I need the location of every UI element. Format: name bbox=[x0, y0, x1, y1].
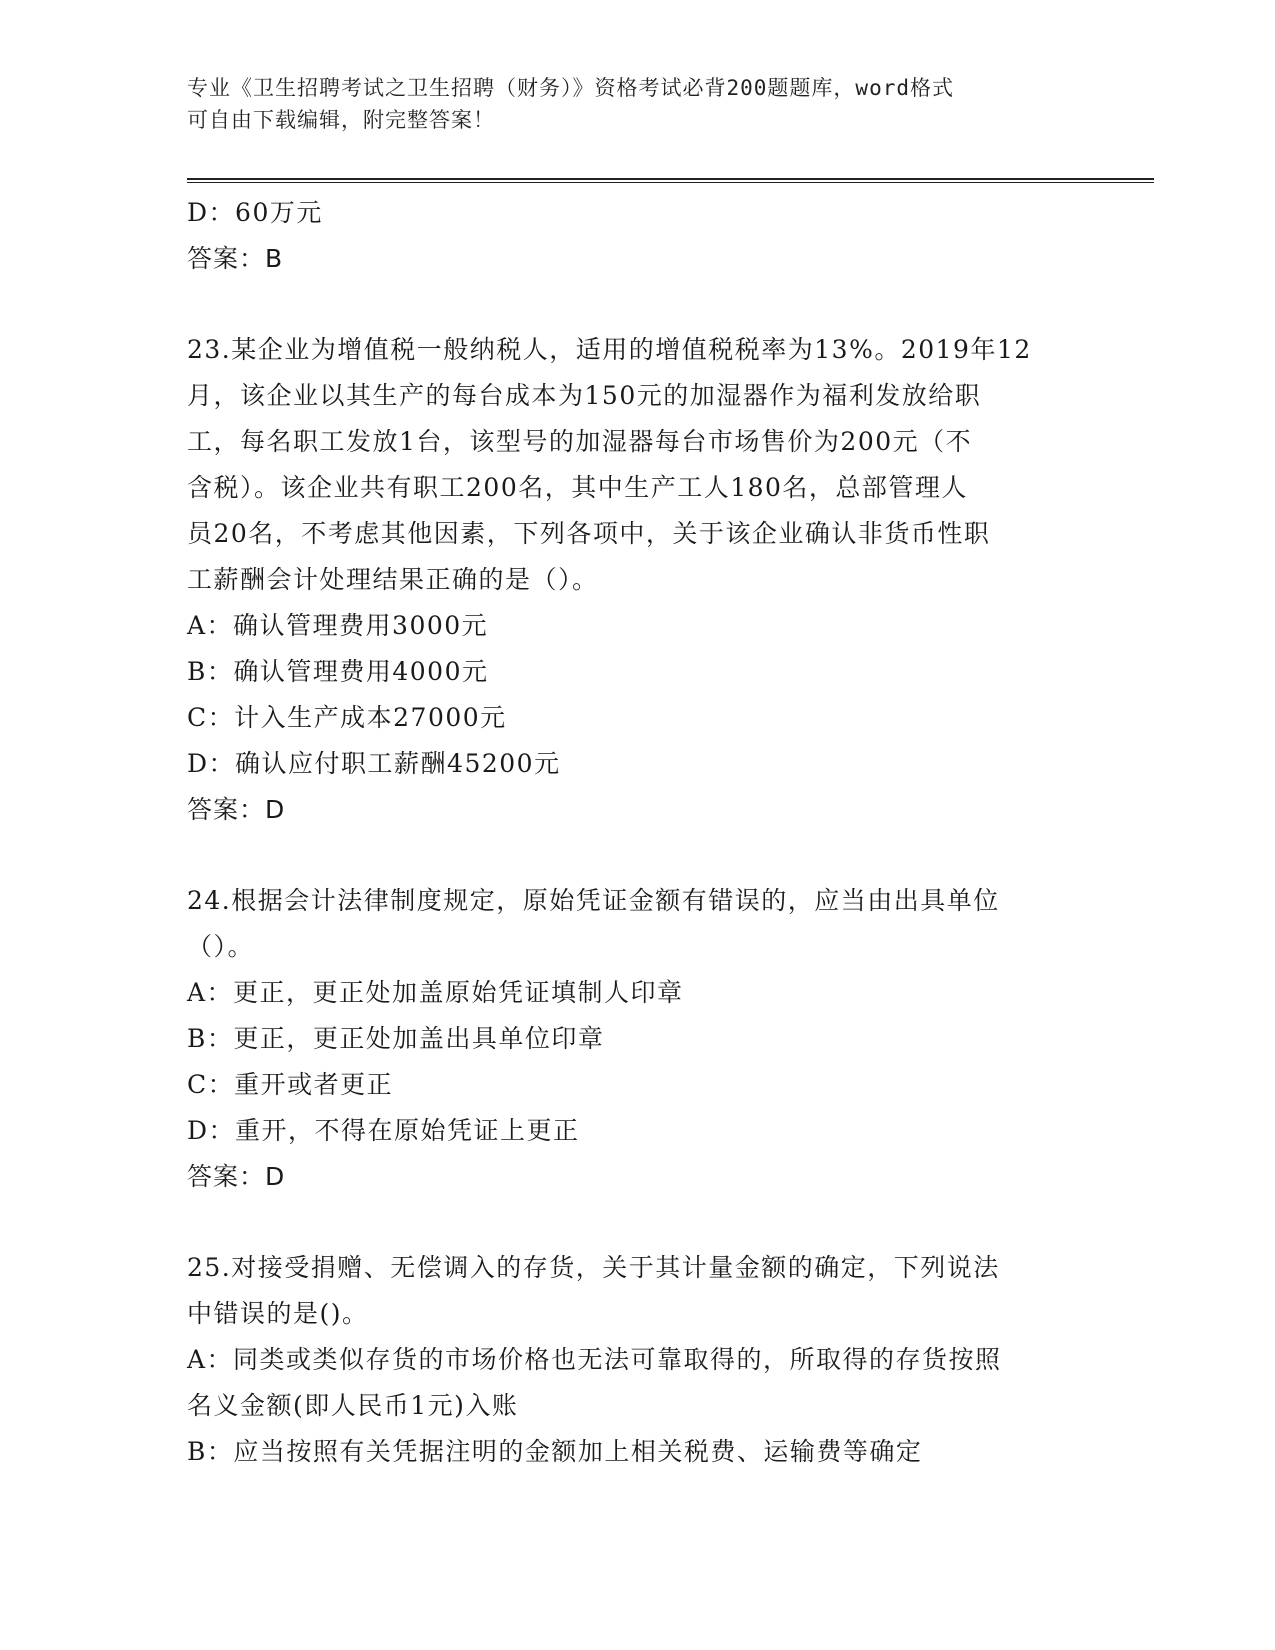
question-25-option-a: A：同类或类似存货的市场价格也无法可靠取得的，所取得的存货按照 bbox=[187, 1345, 1002, 1374]
question-23-option-c: C：计入生产成本27000元 bbox=[187, 703, 507, 732]
question-content bbox=[187, 190, 1087, 1475]
prev-answer: 答案：B bbox=[187, 244, 284, 273]
stem-line: 25.对接受捐赠、无偿调入的存货，关于其计量金额的确定，下列说法 bbox=[187, 1253, 1000, 1282]
stem-line: 中错误的是()。 bbox=[187, 1299, 369, 1328]
stem-line: 含税）。该企业共有职工200名，其中生产工人180名，总部管理人 bbox=[187, 473, 968, 502]
header-rule-thin bbox=[187, 182, 1154, 183]
question-23-option-b: B：确认管理费用4000元 bbox=[187, 657, 489, 686]
stem-line: 工薪酬会计处理结果正确的是（）。 bbox=[187, 565, 599, 594]
question-24-option-a: A：更正，更正处加盖原始凭证填制人印章 bbox=[187, 978, 684, 1007]
spacer bbox=[187, 1200, 1087, 1245]
question-25-option-b: B：应当按照有关凭据注明的金额加上相关税费、运输费等确定 bbox=[187, 1437, 923, 1466]
question-24 bbox=[187, 878, 1087, 1200]
question-23-option-a: A：确认管理费用3000元 bbox=[187, 611, 489, 640]
question-24-option-d: D：重开，不得在原始凭证上更正 bbox=[187, 1116, 580, 1145]
question-24-stem bbox=[187, 878, 1087, 970]
spacer bbox=[187, 282, 1087, 327]
question-23-stem bbox=[187, 327, 1087, 603]
question-25-stem bbox=[187, 1245, 1087, 1337]
header-line-1: 专业《卫生招聘考试之卫生招聘（财务）》资格考试必背200题题库，word格式 bbox=[187, 76, 954, 100]
stem-line: （）。 bbox=[187, 932, 255, 961]
header-line-2: 可自由下载编辑，附完整答案！ bbox=[187, 108, 495, 132]
stem-line: 月，该企业以其生产的每台成本为150元的加湿器作为福利发放给职 bbox=[187, 381, 982, 410]
stem-line: 员20名，不考虑其他因素，下列各项中，关于该企业确认非货币性职 bbox=[187, 519, 991, 548]
question-25-option-a-cont: 名义金额(即人民币1元)入账 bbox=[187, 1391, 519, 1420]
page-header bbox=[187, 72, 1087, 136]
question-25 bbox=[187, 1245, 1087, 1475]
question-24-answer: 答案：D bbox=[187, 1162, 286, 1191]
question-23 bbox=[187, 327, 1087, 833]
question-24-option-b: B：更正，更正处加盖出具单位印章 bbox=[187, 1024, 605, 1053]
stem-line: 工，每名职工发放1台，该型号的加湿器每台市场售价为200元（不 bbox=[187, 427, 973, 456]
stem-line: 23.某企业为增值税一般纳税人，适用的增值税税率为13%。2019年12 bbox=[187, 335, 1032, 364]
stem-line: 24.根据会计法律制度规定，原始凭证金额有错误的，应当由出具单位 bbox=[187, 886, 1000, 915]
question-23-answer: 答案：D bbox=[187, 795, 286, 824]
prev-option-d: D：60万元 bbox=[187, 198, 323, 227]
header-rule-thick bbox=[187, 178, 1154, 180]
question-23-option-d: D：确认应付职工薪酬45200元 bbox=[187, 749, 561, 778]
spacer bbox=[187, 833, 1087, 878]
question-24-option-c: C：重开或者更正 bbox=[187, 1070, 394, 1099]
